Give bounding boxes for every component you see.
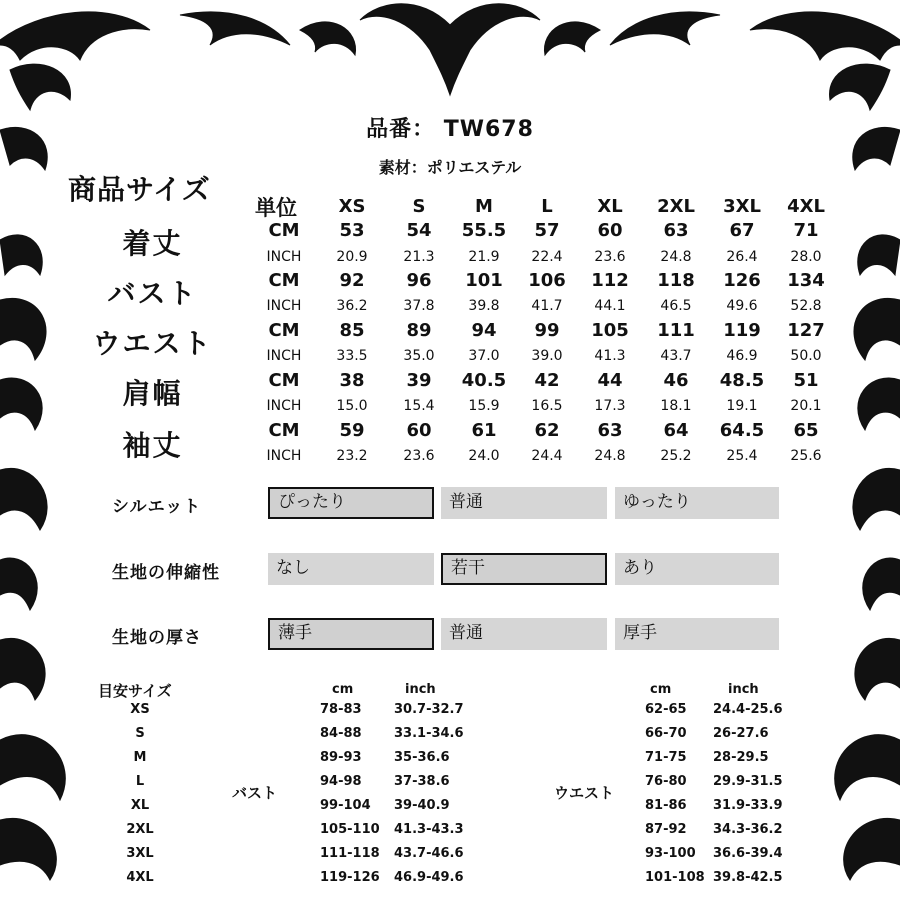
inch-value-cell: 44.1 xyxy=(594,298,626,314)
cm-unit-label: CM xyxy=(268,220,300,241)
inch-value-cell: 21.3 xyxy=(403,249,435,265)
inch-value-cell: 26.4 xyxy=(726,249,758,265)
waist-inch-header: inch xyxy=(728,682,759,697)
bust-inch-range: 43.7-46.6 xyxy=(394,846,464,861)
cm-value-cell: 92 xyxy=(339,270,365,291)
cm-value-cell: 63 xyxy=(597,420,623,441)
feel-option: 厚手 xyxy=(615,618,779,650)
inch-value-cell: 19.1 xyxy=(726,398,758,414)
feel-option: あり xyxy=(615,553,779,585)
inch-value-cell: 25.2 xyxy=(660,448,692,464)
cm-value-cell: 101 xyxy=(465,270,503,291)
size-header-s: S xyxy=(412,196,426,217)
inch-value-cell: 37.0 xyxy=(468,348,500,364)
inch-value-cell: 46.9 xyxy=(726,348,758,364)
waist-cm-range: 66-70 xyxy=(645,726,687,741)
cm-value-cell: 85 xyxy=(339,320,365,341)
bust-cm-range: 89-93 xyxy=(320,750,362,765)
inch-unit-label: INCH xyxy=(266,298,302,314)
waist-cm-range: 81-86 xyxy=(645,798,687,813)
size-header-l: L xyxy=(541,196,553,217)
waist-cm-range: 93-100 xyxy=(645,846,696,861)
guide-size-label: S xyxy=(135,726,145,741)
guide-size-label: 4XL xyxy=(126,870,154,885)
inch-value-cell: 25.6 xyxy=(790,448,822,464)
cm-value-cell: 65 xyxy=(793,420,819,441)
waist-inch-range: 34.3-36.2 xyxy=(713,822,783,837)
cm-value-cell: 96 xyxy=(406,270,432,291)
guide-size-label: M xyxy=(133,750,147,765)
waist-label: ウエスト xyxy=(554,784,615,802)
inch-value-cell: 43.7 xyxy=(660,348,692,364)
inch-value-cell: 23.6 xyxy=(594,249,626,265)
inch-value-cell: 41.7 xyxy=(531,298,563,314)
inch-value-cell: 37.8 xyxy=(403,298,435,314)
cm-value-cell: 63 xyxy=(663,220,689,241)
inch-value-cell: 22.4 xyxy=(531,249,563,265)
inch-value-cell: 35.0 xyxy=(403,348,435,364)
cm-unit-label: CM xyxy=(268,370,300,391)
inch-unit-label: INCH xyxy=(266,249,302,265)
bust-cm-range: 99-104 xyxy=(320,798,371,813)
cm-value-cell: 106 xyxy=(528,270,566,291)
waist-inch-range: 29.9-31.5 xyxy=(713,774,783,789)
cm-value-cell: 55.5 xyxy=(461,220,507,241)
waist-inch-range: 24.4-25.6 xyxy=(713,702,783,717)
inch-value-cell: 23.2 xyxy=(336,448,368,464)
bust-inch-range: 35-36.6 xyxy=(394,750,450,765)
cm-value-cell: 40.5 xyxy=(461,370,507,391)
cm-value-cell: 105 xyxy=(591,320,629,341)
inch-value-cell: 15.4 xyxy=(403,398,435,414)
size-header-2xl: 2XL xyxy=(657,196,695,217)
inch-value-cell: 15.9 xyxy=(468,398,500,414)
size-header-4xl: 4XL xyxy=(787,196,825,217)
inch-value-cell: 16.5 xyxy=(531,398,563,414)
inch-value-cell: 15.0 xyxy=(336,398,368,414)
cm-value-cell: 39 xyxy=(406,370,432,391)
inch-value-cell: 17.3 xyxy=(594,398,626,414)
inch-value-cell: 46.5 xyxy=(660,298,692,314)
cm-value-cell: 94 xyxy=(471,320,497,341)
cm-value-cell: 46 xyxy=(663,370,689,391)
inch-value-cell: 39.0 xyxy=(531,348,563,364)
guide-size-label: XL xyxy=(130,798,150,813)
inch-value-cell: 25.4 xyxy=(726,448,758,464)
feel-option-selected: 薄手 xyxy=(268,618,434,650)
inch-unit-label: INCH xyxy=(266,398,302,414)
inch-value-cell: 21.9 xyxy=(468,249,500,265)
inch-value-cell: 24.8 xyxy=(594,448,626,464)
cm-value-cell: 118 xyxy=(657,270,695,291)
bust-inch-range: 37-38.6 xyxy=(394,774,450,789)
measure-label: バスト xyxy=(107,277,198,310)
cm-value-cell: 126 xyxy=(723,270,761,291)
inch-value-cell: 24.0 xyxy=(468,448,500,464)
waist-inch-range: 39.8-42.5 xyxy=(713,870,783,885)
inch-unit-label: INCH xyxy=(266,348,302,364)
inch-value-cell: 23.6 xyxy=(403,448,435,464)
inch-value-cell: 50.0 xyxy=(790,348,822,364)
cm-value-cell: 53 xyxy=(339,220,365,241)
unit-header: 単位 xyxy=(255,196,297,220)
cm-unit-label: CM xyxy=(268,270,300,291)
cm-value-cell: 111 xyxy=(657,320,695,341)
cm-value-cell: 38 xyxy=(339,370,365,391)
cm-value-cell: 71 xyxy=(793,220,819,241)
waist-cm-range: 62-65 xyxy=(645,702,687,717)
cm-unit-label: CM xyxy=(268,320,300,341)
waist-inch-range: 26-27.6 xyxy=(713,726,769,741)
guide-size-label: 2XL xyxy=(126,822,154,837)
cm-value-cell: 62 xyxy=(534,420,560,441)
bust-cm-range: 94-98 xyxy=(320,774,362,789)
cm-unit-label: CM xyxy=(268,420,300,441)
measure-label: 肩幅 xyxy=(122,377,183,410)
cm-value-cell: 89 xyxy=(406,320,432,341)
inch-value-cell: 33.5 xyxy=(336,348,368,364)
cm-value-cell: 57 xyxy=(534,220,560,241)
waist-cm-range: 76-80 xyxy=(645,774,687,789)
bust-inch-range: 33.1-34.6 xyxy=(394,726,464,741)
size-header-3xl: 3XL xyxy=(723,196,761,217)
waist-cm-header: cm xyxy=(650,682,672,697)
inch-value-cell: 24.8 xyxy=(660,249,692,265)
bust-cm-header: cm xyxy=(332,682,354,697)
bust-label: バスト xyxy=(232,784,278,802)
inch-value-cell: 49.6 xyxy=(726,298,758,314)
bust-inch-range: 41.3-43.3 xyxy=(394,822,464,837)
guide-title: 目安サイズ xyxy=(98,682,172,700)
bust-inch-header: inch xyxy=(405,682,436,697)
inch-value-cell: 41.3 xyxy=(594,348,626,364)
cm-value-cell: 127 xyxy=(787,320,825,341)
feel-option-selected: ぴったり xyxy=(268,487,434,519)
cm-value-cell: 61 xyxy=(471,420,497,441)
measure-label: 袖丈 xyxy=(122,429,183,462)
inch-value-cell: 20.9 xyxy=(336,249,368,265)
waist-cm-range: 87-92 xyxy=(645,822,687,837)
guide-size-label: 3XL xyxy=(126,846,154,861)
cm-value-cell: 51 xyxy=(793,370,819,391)
cm-value-cell: 64.5 xyxy=(719,420,765,441)
bust-inch-range: 46.9-49.6 xyxy=(394,870,464,885)
inch-value-cell: 39.8 xyxy=(468,298,500,314)
feel-option-selected: 若干 xyxy=(441,553,607,585)
inch-value-cell: 28.0 xyxy=(790,249,822,265)
bust-cm-range: 105-110 xyxy=(320,822,380,837)
feel-option: ゆったり xyxy=(615,487,779,519)
size-header-m: M xyxy=(475,196,493,217)
waist-cm-range: 71-75 xyxy=(645,750,687,765)
cm-value-cell: 119 xyxy=(723,320,761,341)
inch-value-cell: 18.1 xyxy=(660,398,692,414)
product-code: 品番： TW678 xyxy=(366,117,534,142)
bust-inch-range: 30.7-32.7 xyxy=(394,702,464,717)
inch-value-cell: 20.1 xyxy=(790,398,822,414)
cm-value-cell: 60 xyxy=(597,220,623,241)
waist-cm-range: 101-108 xyxy=(645,870,705,885)
measure-label: ウエスト xyxy=(92,327,213,360)
waist-inch-range: 31.9-33.9 xyxy=(713,798,783,813)
bust-cm-range: 111-118 xyxy=(320,846,380,861)
cm-value-cell: 64 xyxy=(663,420,689,441)
size-header-xl: XL xyxy=(597,196,623,217)
inch-value-cell: 52.8 xyxy=(790,298,822,314)
cm-value-cell: 44 xyxy=(597,370,623,391)
waist-inch-range: 36.6-39.4 xyxy=(713,846,783,861)
inch-value-cell: 36.2 xyxy=(336,298,368,314)
size-section-title: 商品サイズ xyxy=(68,173,211,206)
guide-size-label: L xyxy=(135,774,145,789)
inch-value-cell: 24.4 xyxy=(531,448,563,464)
bust-inch-range: 39-40.9 xyxy=(394,798,450,813)
cm-value-cell: 54 xyxy=(406,220,432,241)
feel-option: なし xyxy=(268,553,434,585)
feel-label: 生地の厚さ xyxy=(112,628,202,648)
cm-value-cell: 48.5 xyxy=(719,370,765,391)
feel-label: 生地の伸縮性 xyxy=(112,563,220,583)
measure-label: 着丈 xyxy=(122,227,183,260)
size-header-xs: XS xyxy=(338,196,366,217)
inch-unit-label: INCH xyxy=(266,448,302,464)
cm-value-cell: 112 xyxy=(591,270,629,291)
material-label: 素材：ポリエステル xyxy=(378,158,522,177)
bust-cm-range: 119-126 xyxy=(320,870,380,885)
bust-cm-range: 84-88 xyxy=(320,726,362,741)
waist-inch-range: 28-29.5 xyxy=(713,750,769,765)
guide-size-label: XS xyxy=(130,702,150,717)
bust-cm-range: 78-83 xyxy=(320,702,362,717)
feel-option: 普通 xyxy=(441,618,607,650)
feel-label: シルエット xyxy=(112,497,202,517)
cm-value-cell: 59 xyxy=(339,420,365,441)
cm-value-cell: 134 xyxy=(787,270,825,291)
cm-value-cell: 60 xyxy=(406,420,432,441)
feel-option: 普通 xyxy=(441,487,607,519)
cm-value-cell: 99 xyxy=(534,320,560,341)
cm-value-cell: 42 xyxy=(534,370,560,391)
cm-value-cell: 67 xyxy=(729,220,755,241)
